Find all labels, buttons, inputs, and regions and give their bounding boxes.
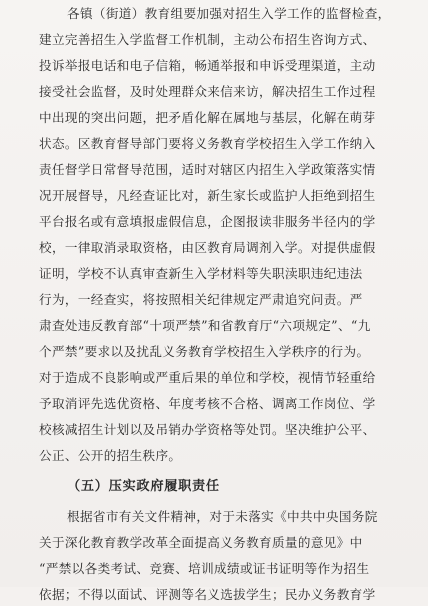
paragraph-line: 对于造成不良影响或严重后果的单位和学校，视情节轻重给 [39, 370, 376, 385]
paragraph-line: 个严禁”要求以及扰乱义务教育学校招生入学秩序的行为。 [39, 344, 370, 359]
paragraph-line: “严禁以各类考试、竞赛、培训成绩或证书证明等作为招生 [39, 561, 370, 576]
paragraph-line: 责任督学日常督导范围，适时对辖区内招生入学政策落实情 [39, 162, 376, 177]
paragraph-line: 接受社会监督，及时处理群众来信来访，解决招生工作过程 [39, 84, 376, 99]
paragraph-line: 肃查处违反教育部“十项严禁”和省教育厅“六项规定”、“九 [39, 318, 371, 333]
paragraph-line: 校核减招生计划以及吊销办学资格等处罚。坚决维护公平、 [39, 422, 376, 437]
paragraph-line: 状态。区教育督导部门要将义务教育学校招生入学工作纳入 [39, 136, 376, 151]
section-heading: （五）压实政府履职责任 [67, 479, 220, 494]
paragraph-line: 建立完善招生入学监督工作机制，主动公布招生咨询方式、 [39, 32, 376, 47]
paragraph-line: 证明，学校不认真审查新生入学材料等失职渎职违纪违法 [39, 266, 363, 281]
paragraph-line: 予取消评先选优资格、年度考核不合格、调离工作岗位、学 [39, 396, 376, 411]
paragraph-line: 行为，一经查实，将按照相关纪律规定严肃追究问责。严 [39, 292, 363, 307]
paragraph-line: 平台报名或有意填报虚假信息，企图报读非服务半径内的学 [39, 214, 376, 229]
paragraph-line: 关于深化教育教学改革全面提高义务教育质量的意见》中 [39, 535, 363, 550]
paragraph-line: 况开展督导，凡经查证比对，新生家长或监护人拒绝到招生 [39, 188, 376, 203]
paragraph-line: 中出现的突出问题，把矛盾化解在属地与基层，化解在萌芽 [39, 110, 376, 125]
paragraph-line: 公正、公开的招生秩序。 [39, 448, 182, 463]
paragraph-line: 投诉举报电话和电子信箱，畅通举报和申诉受理渠道，主动 [39, 58, 376, 73]
paragraph-line: 根据省市有关文件精神，对于未落实《中共中央国务院 [67, 509, 378, 524]
paragraph-line: 依据；不得以面试、评测等名义选拔学生；民办义务教育学 [39, 587, 376, 602]
paragraph-line: 各镇（街道）教育组要加强对招生入学工作的监督检查， [67, 6, 391, 21]
paragraph-line: 校，一律取消录取资格，由区教育局调剂入学。对提供虚假 [39, 240, 376, 255]
